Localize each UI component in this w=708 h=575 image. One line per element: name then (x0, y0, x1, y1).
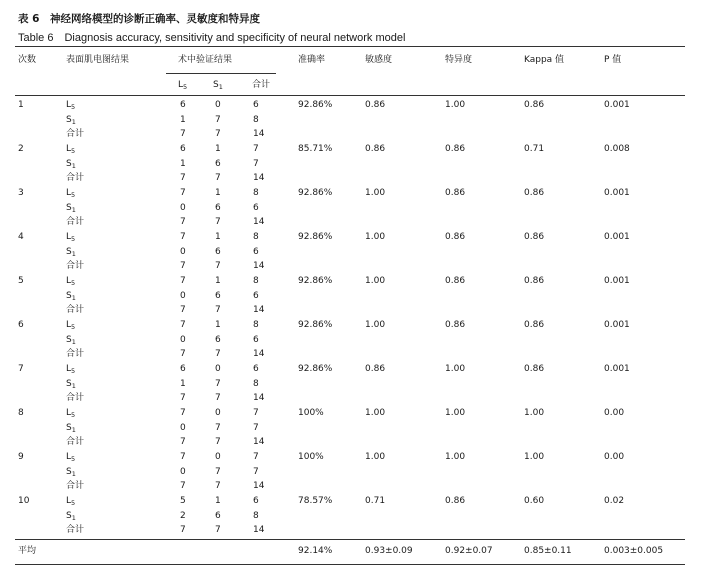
count-cell: 6 (215, 510, 221, 521)
p-value: 0.00 (604, 408, 625, 418)
p-value: 0.001 (604, 276, 630, 286)
subheader-l5: $L_5$ (178, 80, 188, 91)
count-cell: 14 (253, 173, 265, 183)
count-cell: 0 (180, 290, 186, 301)
row-label-total: 合计 (66, 261, 85, 271)
sensitivity-value: 1.00 (365, 276, 386, 286)
trial-number: 10 (18, 496, 30, 506)
count-cell: 7 (215, 422, 221, 433)
sensitivity-value: 1.00 (365, 188, 386, 198)
count-cell: 7 (180, 129, 186, 139)
accuracy-value: 92.86% (298, 232, 333, 242)
count-cell: 7 (180, 452, 186, 462)
count-cell: 7 (215, 466, 221, 477)
count-cell: 8 (253, 114, 259, 125)
accuracy-value: 100% (298, 452, 324, 462)
sensitivity-value: 1.00 (365, 452, 386, 462)
row-label-total: 合计 (66, 525, 85, 535)
kappa-value: 1.00 (524, 408, 545, 418)
row-label-total: 合计 (66, 173, 85, 183)
kappa-value: 0.86 (524, 188, 545, 198)
header-rule (15, 95, 685, 96)
count-cell: 7 (180, 349, 186, 359)
p-value: 0.008 (604, 144, 630, 154)
row-label-s: $S_1$ (66, 422, 76, 434)
header-kappa: Kappa 值 (524, 55, 565, 65)
trial-number: 9 (18, 452, 24, 462)
count-cell: 7 (180, 525, 186, 535)
count-cell: 1 (215, 496, 221, 506)
average-accuracy: 92.14% (298, 546, 333, 556)
row-label-total: 合计 (66, 217, 85, 227)
row-label-s: $S_1$ (66, 246, 76, 258)
count-cell: 7 (215, 378, 221, 389)
trial-number: 5 (18, 276, 24, 286)
kappa-value: 0.86 (524, 232, 545, 242)
average-kappa: 0.85±0.11 (524, 546, 572, 556)
count-cell: 0 (180, 202, 186, 213)
count-cell: 7 (180, 276, 186, 286)
trial-number: 6 (18, 320, 24, 330)
count-cell: 6 (215, 202, 221, 213)
count-cell: 8 (253, 276, 259, 286)
specificity-value: 0.86 (445, 496, 466, 506)
row-label-s: $S_1$ (66, 202, 76, 214)
sensitivity-value: 1.00 (365, 320, 386, 330)
specificity-value: 0.86 (445, 276, 466, 286)
count-cell: 7 (253, 422, 259, 433)
count-cell: 1 (215, 320, 221, 330)
count-cell: 1 (180, 114, 186, 125)
count-cell: 7 (215, 525, 221, 535)
subheader-total: 合计 (252, 80, 271, 90)
count-cell: 7 (180, 305, 186, 315)
count-cell: 1 (180, 158, 186, 169)
count-cell: 7 (180, 261, 186, 271)
accuracy-value: 92.86% (298, 320, 333, 330)
p-value: 0.001 (604, 100, 630, 110)
count-cell: 7 (180, 437, 186, 447)
count-cell: 0 (215, 364, 221, 374)
count-cell: 6 (253, 202, 259, 213)
count-cell: 14 (253, 481, 265, 491)
sensitivity-value: 0.86 (365, 364, 386, 374)
count-cell: 0 (180, 466, 186, 477)
kappa-value: 0.86 (524, 276, 545, 286)
kappa-value: 0.86 (524, 364, 545, 374)
count-cell: 7 (215, 437, 221, 447)
row-label-total: 合计 (66, 129, 85, 139)
count-cell: 7 (215, 393, 221, 403)
count-cell: 7 (215, 305, 221, 315)
sensitivity-value: 1.00 (365, 408, 386, 418)
count-cell: 7 (180, 481, 186, 491)
row-label-l: $L_5$ (66, 364, 76, 375)
count-cell: 6 (180, 364, 186, 374)
count-cell: 7 (253, 158, 259, 169)
count-cell: 14 (253, 305, 265, 315)
count-cell: 8 (253, 510, 259, 521)
row-label-l: $L_5$ (66, 188, 76, 199)
count-cell: 1 (215, 276, 221, 286)
count-cell: 1 (215, 144, 221, 154)
row-label-total: 合计 (66, 305, 85, 315)
average-p: 0.003±0.005 (604, 546, 664, 556)
row-label-s: $S_1$ (66, 466, 76, 478)
count-cell: 8 (253, 378, 259, 389)
count-cell: 8 (253, 232, 259, 242)
row-label-total: 合计 (66, 437, 85, 447)
count-cell: 7 (180, 217, 186, 227)
count-cell: 7 (215, 261, 221, 271)
count-cell: 1 (180, 378, 186, 389)
row-label-l: $L_5$ (66, 100, 76, 111)
header-sensitivity: 敏感度 (365, 55, 393, 65)
count-cell: 7 (180, 408, 186, 418)
trial-number: 7 (18, 364, 24, 374)
kappa-value: 0.86 (524, 100, 545, 110)
trial-number: 8 (18, 408, 24, 418)
count-cell: 5 (180, 496, 186, 506)
p-value: 0.00 (604, 452, 625, 462)
count-cell: 7 (215, 129, 221, 139)
count-cell: 7 (215, 481, 221, 491)
average-sensitivity: 0.93±0.09 (365, 546, 413, 556)
p-value: 0.001 (604, 188, 630, 198)
count-cell: 14 (253, 261, 265, 271)
count-cell: 7 (215, 173, 221, 183)
trial-number: 4 (18, 232, 24, 242)
count-cell: 0 (180, 246, 186, 257)
header-p: P 值 (604, 55, 622, 65)
p-value: 0.02 (604, 496, 625, 506)
count-cell: 7 (180, 320, 186, 330)
count-cell: 7 (253, 452, 259, 462)
count-cell: 7 (215, 349, 221, 359)
count-cell: 0 (215, 408, 221, 418)
header-specificity: 特异度 (445, 55, 473, 65)
count-cell: 14 (253, 349, 265, 359)
count-cell: 1 (215, 188, 221, 198)
header-surface-emg: 表面肌电图结果 (66, 55, 130, 65)
row-label-l: $L_5$ (66, 232, 76, 243)
kappa-value: 0.86 (524, 320, 545, 330)
count-cell: 7 (180, 188, 186, 198)
accuracy-value: 92.86% (298, 188, 333, 198)
kappa-value: 1.00 (524, 452, 545, 462)
trial-number: 2 (18, 144, 24, 154)
table-title-chinese: 表 6 神经网络模型的诊断正确率、灵敏度和特异度 (18, 13, 260, 25)
row-label-l: $L_5$ (66, 276, 76, 287)
accuracy-value: 78.57% (298, 496, 333, 506)
specificity-value: 0.86 (445, 232, 466, 242)
row-label-l: $L_5$ (66, 320, 76, 331)
count-cell: 7 (253, 466, 259, 477)
row-label-total: 合计 (66, 393, 85, 403)
count-cell: 0 (215, 452, 221, 462)
sensitivity-value: 0.86 (365, 100, 386, 110)
row-label-l: $L_5$ (66, 496, 76, 507)
row-label-s: $S_1$ (66, 114, 76, 126)
count-cell: 6 (215, 246, 221, 257)
count-cell: 14 (253, 393, 265, 403)
p-value: 0.001 (604, 364, 630, 374)
count-cell: 8 (253, 188, 259, 198)
specificity-value: 0.86 (445, 188, 466, 198)
count-cell: 0 (180, 422, 186, 433)
accuracy-value: 92.86% (298, 364, 333, 374)
row-label-s: $S_1$ (66, 378, 76, 390)
row-label-l: $L_5$ (66, 144, 76, 155)
count-cell: 6 (215, 334, 221, 345)
trial-number: 3 (18, 188, 24, 198)
subheader-s1: $S_1$ (213, 80, 223, 91)
count-cell: 7 (253, 408, 259, 418)
count-cell: 14 (253, 437, 265, 447)
count-cell: 7 (180, 232, 186, 242)
row-label-total: 合计 (66, 481, 85, 491)
count-cell: 6 (253, 246, 259, 257)
intraop-header-rule (166, 73, 276, 74)
specificity-value: 1.00 (445, 100, 466, 110)
accuracy-value: 100% (298, 408, 324, 418)
specificity-value: 1.00 (445, 408, 466, 418)
count-cell: 7 (180, 393, 186, 403)
count-cell: 2 (180, 510, 186, 521)
count-cell: 0 (180, 334, 186, 345)
p-value: 0.001 (604, 320, 630, 330)
kappa-value: 0.71 (524, 144, 545, 154)
count-cell: 14 (253, 129, 265, 139)
row-label-s: $S_1$ (66, 334, 76, 346)
specificity-value: 1.00 (445, 452, 466, 462)
count-cell: 0 (215, 100, 221, 110)
count-cell: 14 (253, 525, 265, 535)
trial-number: 1 (18, 100, 24, 110)
count-cell: 7 (253, 144, 259, 154)
count-cell: 8 (253, 320, 259, 330)
count-cell: 6 (180, 144, 186, 154)
count-cell: 6 (215, 158, 221, 169)
row-label-l: $L_5$ (66, 408, 76, 419)
count-cell: 7 (180, 173, 186, 183)
count-cell: 6 (253, 496, 259, 506)
p-value: 0.001 (604, 232, 630, 242)
kappa-value: 0.60 (524, 496, 545, 506)
row-label-s: $S_1$ (66, 510, 76, 522)
header-trial: 次数 (18, 55, 37, 65)
top-rule (15, 46, 685, 47)
count-cell: 6 (253, 334, 259, 345)
bottom-rule (15, 564, 685, 565)
row-label-l: $L_5$ (66, 452, 76, 463)
accuracy-value: 92.86% (298, 276, 333, 286)
row-label-s: $S_1$ (66, 290, 76, 302)
header-intraop: 术中验证结果 (178, 55, 233, 65)
count-cell: 1 (215, 232, 221, 242)
sensitivity-value: 1.00 (365, 232, 386, 242)
sensitivity-value: 0.71 (365, 496, 386, 506)
count-cell: 6 (253, 290, 259, 301)
table-title-english: Table 6 Diagnosis accuracy, sensitivity and specificity of neural network model (18, 32, 406, 44)
accuracy-value: 92.86% (298, 100, 333, 110)
row-label-s: $S_1$ (66, 158, 76, 170)
row-label-total: 合计 (66, 349, 85, 359)
average-label: 平均 (18, 546, 37, 556)
specificity-value: 1.00 (445, 364, 466, 374)
average-rule (15, 539, 685, 540)
count-cell: 7 (215, 114, 221, 125)
specificity-value: 0.86 (445, 144, 466, 154)
accuracy-value: 85.71% (298, 144, 333, 154)
count-cell: 6 (215, 290, 221, 301)
count-cell: 6 (253, 364, 259, 374)
sensitivity-value: 0.86 (365, 144, 386, 154)
specificity-value: 0.86 (445, 320, 466, 330)
average-specificity: 0.92±0.07 (445, 546, 493, 556)
count-cell: 6 (180, 100, 186, 110)
header-accuracy: 准确率 (298, 55, 326, 65)
count-cell: 7 (215, 217, 221, 227)
count-cell: 14 (253, 217, 265, 227)
count-cell: 6 (253, 100, 259, 110)
